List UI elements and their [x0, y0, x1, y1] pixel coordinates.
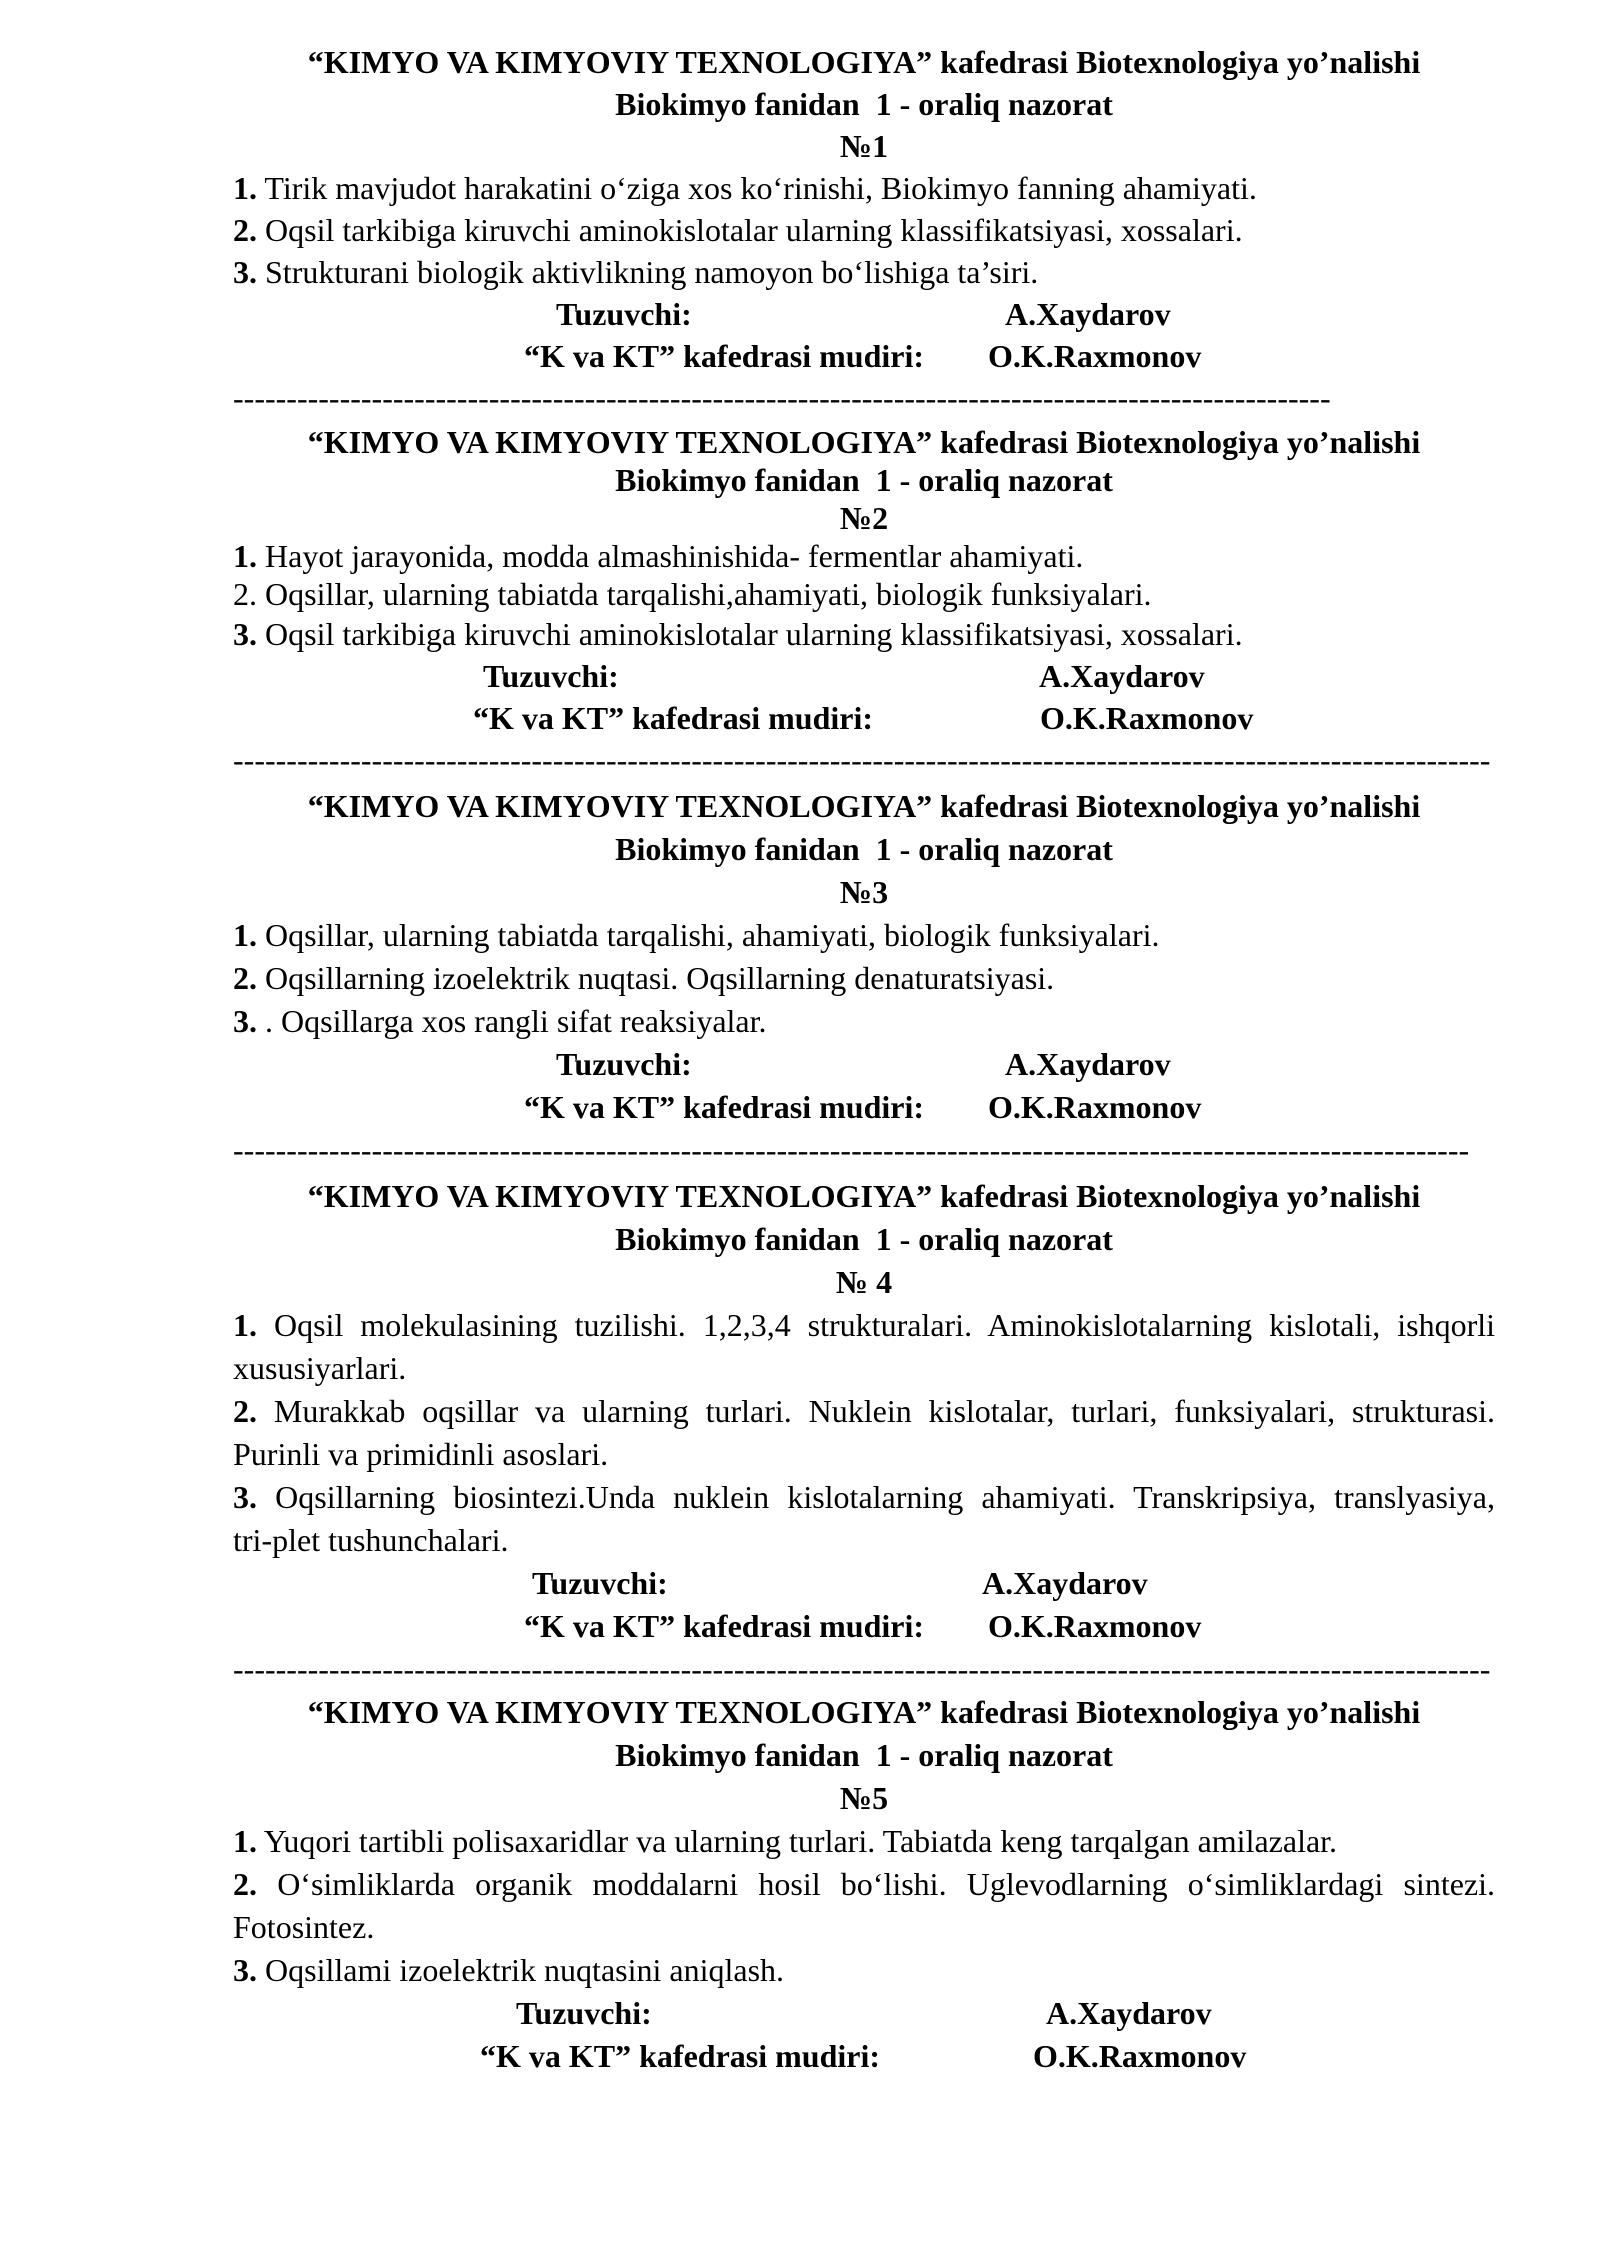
department-head-line [233, 2035, 1495, 2078]
question-text: Oqsil tarkibiga kiruvchi aminokislotalar ularning klassifikatsiyasi, xossalari. [265, 616, 1243, 652]
separator-line: ------------------------------------------------------------------------------------------------------- [233, 380, 1331, 416]
question-text: O‘simliklarda organik moddalarni hosil bo‘lishi. Uglevodlarning o‘simliklardagi sintezi. [277, 1866, 1496, 1902]
question-1-continuation: xususiyarlari. [233, 1350, 407, 1386]
question-text: Oqsillar, ularning tabiatda tarqalishi, ahamiyati, biologik funksiyalari. [265, 917, 1160, 953]
question-text: Yuqori tartibli polisaxaridlar va ularning turlari. Tabiatda keng tarqalgan amilazalar. [263, 1823, 1338, 1859]
department-head-label: “K va KT” kafedrasi mudiri: [524, 1608, 925, 1644]
question-number: 1. [233, 170, 257, 206]
question-3 [233, 1949, 1495, 1992]
question-text: Oqsillar, ularning tabiatda tarqalishi,ahamiyati, biologik funksiyalari. [265, 576, 1152, 612]
question-number: 1. [233, 538, 257, 574]
question-1 [233, 167, 1495, 209]
separator-line: -------------------------------------------------------------------------------------------------------------------- [233, 1132, 1470, 1168]
department-head-line [233, 1086, 1495, 1129]
question-text: Strukturani biologik aktivlikning namoyon bo‘lishiga ta’siri. [265, 254, 1039, 290]
question-1 [233, 1304, 1495, 1347]
variant-number: №5 [839, 1780, 889, 1816]
question-number: 1. [233, 1823, 257, 1859]
compiler-line [233, 1562, 1495, 1605]
question-3 [233, 613, 1495, 655]
variant-number: №2 [839, 500, 889, 536]
variant-3 [233, 785, 1495, 1172]
question-3 [233, 251, 1495, 293]
compiler-name: A.Xaydarov [1039, 658, 1205, 694]
question-text: Oqsillarning izoelektrik nuqtasi. Oqsillarning denaturatsiyasi. [265, 960, 1055, 996]
variant-number: №3 [839, 874, 889, 910]
question-number: 3. [233, 1003, 257, 1039]
separator-line: ---------------------------------------------------------------------------------------------------------------------- [233, 742, 1491, 778]
question-1 [233, 537, 1495, 575]
question-2 [233, 1390, 1495, 1433]
exam-title: Biokimyo fanidan 1 - oraliq nazorat [615, 462, 1113, 498]
compiler-line [233, 293, 1495, 335]
question-2-continuation: Purinli va primidinli asoslari. [233, 1436, 609, 1472]
question-number: 2. [233, 1393, 257, 1429]
compiler-label: Tuzuvchi: [483, 658, 619, 694]
variant-number: № 4 [835, 1264, 893, 1300]
question-number: 1. [233, 917, 257, 953]
exam-title: Biokimyo fanidan 1 - oraliq nazorat [615, 86, 1113, 122]
department-head-label: “K va KT” kafedrasi mudiri: [524, 338, 925, 374]
question-3-continuation: tri-plet tushunchalari. [233, 1522, 509, 1558]
question-3 [233, 1476, 1495, 1519]
variant-number: №1 [839, 128, 889, 164]
department-head-label: “K va KT” kafedrasi mudiri: [480, 2038, 881, 2074]
compiler-label: Tuzuvchi: [516, 1995, 652, 2031]
question-text: Oqsillami izoelektrik nuqtasini aniqlash. [265, 1952, 785, 1988]
variant-4 [233, 1175, 1495, 1691]
department-head-name: O.K.Raxmonov [1040, 700, 1254, 736]
question-1 [233, 1820, 1495, 1863]
department-head-line [233, 697, 1495, 739]
compiler-line [233, 655, 1495, 697]
department-head-line [233, 335, 1495, 377]
exam-title: Biokimyo fanidan 1 - oraliq nazorat [615, 1221, 1113, 1257]
question-number: 2. [233, 576, 257, 612]
department-head-line [233, 1605, 1495, 1648]
compiler-name: A.Xaydarov [1046, 1995, 1212, 2031]
question-text: Hayot jarayonida, modda almashinishida- fermentlar ahamiyati. [265, 538, 1084, 574]
question-2 [233, 575, 1495, 613]
compiler-name: A.Xaydarov [982, 1565, 1148, 1601]
question-text: Oqsillarning biosintezi.Unda nuklein kislotalarning ahamiyati. Transkripsiya, translyasiya, [275, 1479, 1496, 1515]
compiler-name: A.Xaydarov [1005, 1046, 1171, 1082]
compiler-label: Tuzuvchi: [556, 296, 692, 332]
question-number: 1. [233, 1307, 257, 1343]
compiler-line [233, 1992, 1495, 2035]
question-number: 2. [233, 960, 257, 996]
department-header: “KIMYO VA KIMYOVIY TEXNOLOGIYA” kafedrasi Biotexnologiya yo’nalishi [307, 44, 1421, 80]
department-head-name: O.K.Raxmonov [988, 1608, 1202, 1644]
exam-title: Biokimyo fanidan 1 - oraliq nazorat [615, 831, 1113, 867]
department-header: “KIMYO VA KIMYOVIY TEXNOLOGIYA” kafedrasi Biotexnologiya yo’nalishi [307, 788, 1421, 824]
compiler-line [233, 1043, 1495, 1086]
compiler-label: Tuzuvchi: [556, 1046, 692, 1082]
department-head-name: O.K.Raxmonov [1033, 2038, 1247, 2074]
question-text: Oqsil tarkibiga kiruvchi aminokislotalar ularning klassifikatsiyasi, xossalari. [265, 212, 1243, 248]
department-header: “KIMYO VA KIMYOVIY TEXNOLOGIYA” kafedrasi Biotexnologiya yo’nalishi [307, 424, 1421, 460]
question-3 [233, 1000, 1495, 1043]
question-text: Oqsil molekulasining tuzilishi. 1,2,3,4 strukturalari. Aminokislotalarning kislotali, ishqorli [273, 1307, 1496, 1343]
question-1 [233, 914, 1495, 957]
question-number: 2. [233, 212, 257, 248]
question-2 [233, 957, 1495, 1000]
question-number: 2. [233, 1866, 257, 1902]
question-2-continuation: Fotosintez. [233, 1909, 375, 1945]
department-head-name: O.K.Raxmonov [988, 338, 1202, 374]
variant-2 [233, 423, 1495, 781]
department-header: “KIMYO VA KIMYOVIY TEXNOLOGIYA” kafedrasi Biotexnologiya yo’nalishi [307, 1694, 1421, 1730]
compiler-label: Tuzuvchi: [532, 1565, 668, 1601]
compiler-name: A.Xaydarov [1005, 296, 1171, 332]
question-text: . Oqsillarga xos rangli sifat reaksiyalar. [265, 1003, 767, 1039]
question-number: 3. [233, 254, 257, 290]
question-text: Tirik mavjudot harakatini o‘ziga xos ko‘rinishi, Biokimyo fanning ahamiyati. [264, 170, 1257, 206]
department-header: “KIMYO VA KIMYOVIY TEXNOLOGIYA” kafedrasi Biotexnologiya yo’nalishi [307, 1178, 1421, 1214]
separator-line: ---------------------------------------------------------------------------------------------------------------------- [233, 1651, 1491, 1687]
question-number: 3. [233, 616, 257, 652]
question-2 [233, 1863, 1495, 1906]
variant-1 [233, 41, 1495, 419]
question-2 [233, 209, 1495, 251]
department-head-label: “K va KT” kafedrasi mudiri: [524, 1089, 925, 1125]
question-number: 3. [233, 1479, 257, 1515]
exam-title: Biokimyo fanidan 1 - oraliq nazorat [615, 1737, 1113, 1773]
department-head-label: “K va KT” kafedrasi mudiri: [473, 700, 874, 736]
variant-5 [233, 1691, 1495, 2078]
question-number: 3. [233, 1952, 257, 1988]
department-head-name: O.K.Raxmonov [988, 1089, 1202, 1125]
question-text: Murakkab oqsillar va ularning turlari. Nuklein kislotalar, turlari, funksiyalari, strukturasi. [273, 1393, 1496, 1429]
